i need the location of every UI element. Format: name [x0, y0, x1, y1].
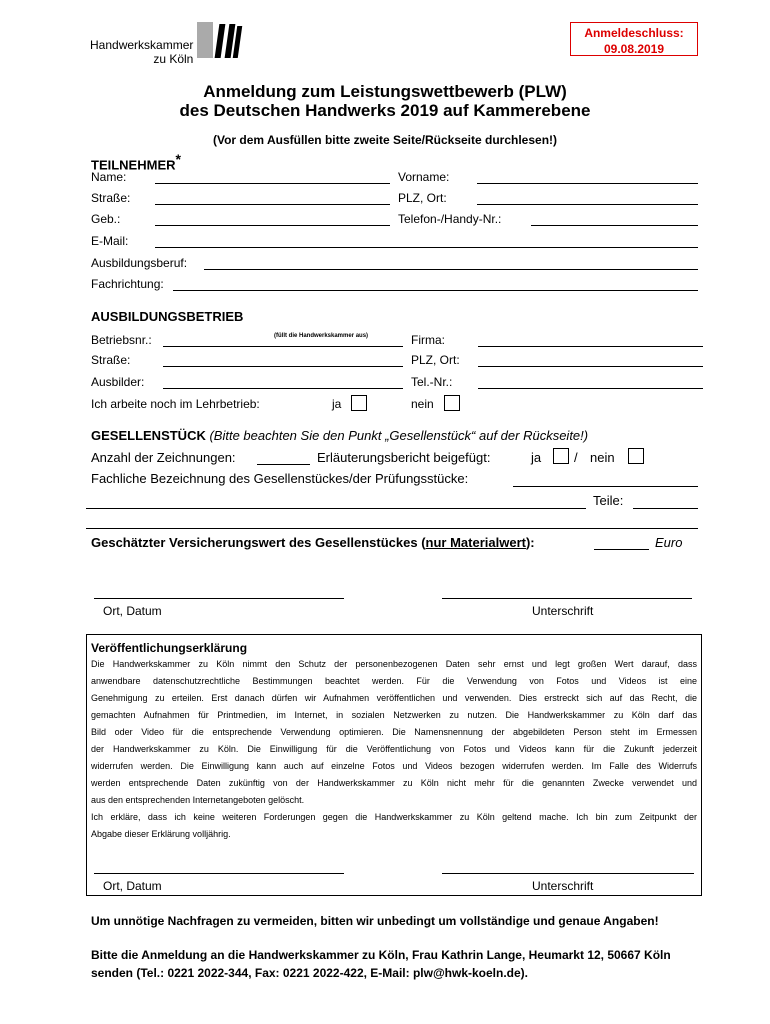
name-field[interactable] [155, 183, 390, 184]
publication-line-4: gemachten Aufnahmen für Printmedien, im Internet, in sozialen Netzwerken zu nutzen. Die Handwerkskammer zu Köln darf das [91, 710, 697, 720]
company-heading: AUSBILDUNGSBETRIEB [91, 309, 244, 324]
report-yes-label: ja [531, 450, 542, 465]
report-label: Erläuterungsbericht beigefügt: [317, 450, 491, 465]
email-label: E-Mail: [91, 234, 129, 248]
street-label: Straße: [91, 191, 131, 205]
publication-line-1: Die Handwerkskammer zu Köln nimmt den Schutz der personenbezogenen Daten sehr ernst und legt großen Wert darauf, dass [91, 659, 697, 669]
company-zip-city-field[interactable] [478, 366, 703, 367]
signature-field[interactable] [442, 598, 692, 599]
drawings-label: Anzahl der Zeichnungen: [91, 450, 236, 465]
name-label: Name: [91, 170, 127, 184]
firstname-label: Vorname: [398, 170, 450, 184]
footer-send-line-2: senden (Tel.: 0221 2022-344, Fax: 0221 2022-422, E-Mail: plw@hwk-koeln.de). [91, 966, 528, 980]
drawings-field[interactable] [257, 464, 310, 465]
designation-field-2[interactable] [86, 508, 586, 509]
publication-line-7: widerrufen werden. Die Einwilligung kann auch auf einzelne Fotos und Videos bezogen widerrufen werden. Im Falle des Widerrufs [91, 761, 697, 771]
form-subtitle: (Vor dem Ausfüllen bitte zweite Seite/Rückseite durchlesen!) [212, 133, 558, 147]
publication-line-2: anwendbare datenschutzrechtliche Bestimmungen beachtet werden. Für die Verwendung von Fotos und Videos ist eine [91, 676, 697, 686]
publication-line-11: Abgabe dieser Erklärung volljährig. [91, 829, 231, 839]
report-no-label: nein [590, 450, 615, 465]
participant-heading-text: TEILNEHMER [91, 157, 176, 173]
signature-label: Unterschrift [532, 604, 594, 618]
company-street-field[interactable] [163, 366, 403, 367]
still-working-yes-label: ja [332, 397, 342, 411]
logo-line-2: zu Köln [153, 52, 194, 66]
report-no-checkbox[interactable] [628, 448, 644, 464]
firm-field[interactable] [478, 346, 703, 347]
still-working-yes-checkbox[interactable] [351, 395, 367, 411]
insurance-label [91, 535, 535, 551]
currency-label: Euro [655, 535, 683, 550]
publication-line-9: aus den entsprechenden Internetangeboten gelöscht. [91, 795, 305, 805]
logo-text [90, 38, 193, 66]
still-working-no-checkbox[interactable] [444, 395, 460, 411]
footer-send-line-1: Bitte die Anmeldung an die Handwerkskammer zu Köln, Frau Kathrin Lange, Heumarkt 12, 50667 Köln [91, 948, 671, 962]
participant-asterisk: * [175, 151, 181, 167]
publication-line-6: der Handwerkskammer zu Köln. Die Einwilligung für die Veröffentlichung von Fotos und Videos kann für die Zukunft jederzeit [91, 744, 697, 754]
insurance-suffix: ): [525, 535, 535, 550]
company-number-field[interactable] [163, 346, 403, 347]
company-number-note: (füllt die Handwerkskammer aus) [274, 333, 369, 339]
footer-note: Um unnötige Nachfragen zu vermeiden, bitten wir unbedingt um vollständige und genaue Angaben! [91, 914, 659, 928]
publication-signature-label: Unterschrift [532, 879, 594, 893]
form-title-line-2: des Deutschen Handwerks 2019 auf Kammerebene [179, 101, 591, 120]
specialty-field[interactable] [173, 290, 698, 291]
trainer-label: Ausbilder: [91, 375, 145, 389]
parts-field[interactable] [633, 508, 698, 509]
piece-heading-note: (Bitte beachten Sie den Punkt „Gesellenstück“ auf der Rückseite!) [209, 428, 589, 443]
profession-label: Ausbildungsberuf: [91, 256, 188, 270]
company-phone-field[interactable] [478, 388, 703, 389]
designation-field-3[interactable] [86, 528, 698, 529]
firm-label: Firma: [411, 333, 445, 347]
deadline-date: 09.08.2019 [603, 42, 665, 56]
street-field[interactable] [155, 204, 390, 205]
logo-graphic [197, 22, 243, 58]
piece-heading-text: GESELLENSTÜCK [91, 428, 206, 443]
company-zip-city-label: PLZ, Ort: [411, 353, 460, 367]
piece-heading [91, 428, 588, 444]
report-yes-checkbox[interactable] [553, 448, 569, 464]
birth-field[interactable] [155, 225, 390, 226]
place-date-field[interactable] [94, 598, 344, 599]
phone-field[interactable] [531, 225, 698, 226]
still-working-no-label: nein [411, 397, 434, 411]
email-field[interactable] [155, 247, 698, 248]
publication-line-10: Ich erkläre, dass ich keine weiteren Forderungen gegen die Handwerkskammer zu Köln geltend mache. Ich bin zum Zeitpunkt der [91, 812, 697, 822]
deadline-box [570, 22, 698, 56]
specialty-label: Fachrichtung: [91, 277, 164, 291]
birth-label: Geb.: [91, 212, 121, 226]
publication-line-3: Genehmigung zu erteilen. Erst danach dürfen wir Aufnahmen veröffentlichen und verwenden. Dies erstreckt sich auf das Recht, die [91, 693, 697, 703]
still-working-label: Ich arbeite noch im Lehrbetrieb: [91, 397, 260, 411]
designation-label: Fachliche Bezeichnung des Gesellenstückes/der Prüfungsstücke: [91, 471, 469, 486]
insurance-prefix: Geschätzter Versicherungswert des Gesellenstückes ( [91, 535, 426, 550]
form-title-line-1: Anmeldung zum Leistungswettbewerb (PLW) [203, 82, 567, 101]
publication-place-date-label: Ort, Datum [103, 879, 162, 893]
report-slash: / [574, 450, 578, 465]
zip-city-field[interactable] [477, 204, 698, 205]
trainer-field[interactable] [163, 388, 403, 389]
place-date-label: Ort, Datum [103, 604, 162, 618]
company-street-label: Straße: [91, 353, 131, 367]
firstname-field[interactable] [477, 183, 698, 184]
company-phone-label: Tel.-Nr.: [411, 375, 453, 389]
insurance-field[interactable] [594, 549, 649, 550]
publication-line-5: Bild oder Video für die entsprechende Verwendung optimieren. Die Namensnennung der abgebildeten Person steht im Ermessen [91, 727, 697, 737]
zip-city-label: PLZ, Ort: [398, 191, 447, 205]
publication-heading: Veröffentlichungserklärung [91, 641, 248, 655]
publication-place-date-field[interactable] [94, 873, 344, 874]
publication-line-8: werden entsprechende Daten zukünftig von der Handwerkskammer zu Köln nicht mehr für die genannten Zwecke verwendet und [91, 778, 697, 788]
profession-field[interactable] [204, 269, 698, 270]
deadline-label: Anmeldeschluss: [584, 26, 684, 40]
publication-signature-field[interactable] [442, 873, 694, 874]
logo-line-1: Handwerkskammer [90, 38, 194, 52]
designation-field[interactable] [513, 486, 698, 487]
company-number-label: Betriebsnr.: [91, 333, 152, 347]
parts-label: Teile: [593, 493, 624, 508]
phone-label: Telefon-/Handy-Nr.: [398, 212, 502, 226]
insurance-underlined: nur Materialwert [425, 535, 526, 550]
